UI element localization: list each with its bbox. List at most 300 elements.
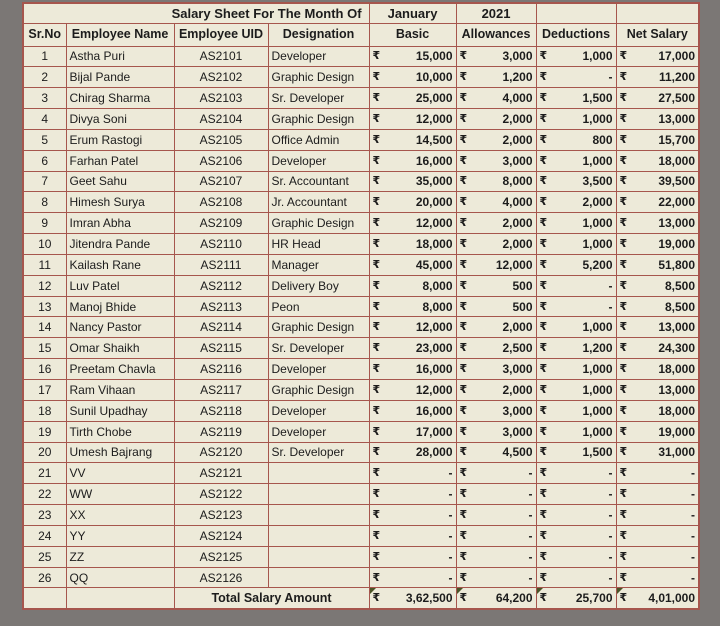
cell-designation[interactable]: Office Admin <box>268 129 369 150</box>
rupee-symbol: ₹ <box>619 362 628 376</box>
cell-allowances[interactable]: ₹ 4,000 <box>456 88 536 109</box>
cell-sr[interactable]: 14 <box>23 317 66 338</box>
rupee-symbol: ₹ <box>539 445 548 459</box>
table-row <box>23 254 699 275</box>
cell-sr[interactable]: 21 <box>23 463 66 484</box>
rupee-symbol: ₹ <box>372 216 381 230</box>
cell-uid[interactable]: AS2101 <box>174 46 268 67</box>
cell-uid[interactable]: AS2103 <box>174 88 268 109</box>
cell-uid[interactable]: AS2111 <box>174 254 268 275</box>
cell-net-salary[interactable]: ₹ 8,500 <box>616 275 699 296</box>
rupee-symbol: ₹ <box>372 362 381 376</box>
cell-allowances[interactable]: ₹ - <box>456 484 536 505</box>
cell-designation[interactable]: Graphic Design <box>268 67 369 88</box>
cell-allowances[interactable]: ₹ 8,000 <box>456 171 536 192</box>
cell-deductions[interactable]: ₹ - <box>536 484 616 505</box>
cell-uid[interactable]: AS2117 <box>174 380 268 401</box>
cell-net-salary[interactable]: ₹ 24,300 <box>616 338 699 359</box>
cell-sr[interactable]: 24 <box>23 525 66 546</box>
cell-designation[interactable]: Graphic Design <box>268 380 369 401</box>
cell-net-salary[interactable]: ₹ 13,000 <box>616 317 699 338</box>
total-row <box>23 588 699 609</box>
rupee-symbol: ₹ <box>619 299 628 313</box>
cell-name[interactable]: Manoj Bhide <box>66 296 174 317</box>
column-header-allowances[interactable]: Allowances <box>456 23 536 46</box>
cell-deductions[interactable]: ₹ - <box>536 525 616 546</box>
rupee-symbol: ₹ <box>539 466 548 480</box>
cell-sr[interactable]: 16 <box>23 359 66 380</box>
cell-deductions[interactable]: ₹ 1,000 <box>536 213 616 234</box>
cell-uid[interactable]: AS2119 <box>174 421 268 442</box>
cell-allowances[interactable]: ₹ 2,000 <box>456 317 536 338</box>
total-basic[interactable]: ₹ 3,62,500 <box>369 588 456 609</box>
cell-net-salary[interactable]: ₹ 13,000 <box>616 109 699 130</box>
cell-allowances[interactable]: ₹ 12,000 <box>456 254 536 275</box>
rupee-symbol: ₹ <box>459 570 468 584</box>
cell-name[interactable]: QQ <box>66 567 174 588</box>
cell-net-salary[interactable]: ₹ 19,000 <box>616 234 699 255</box>
table-row <box>23 546 699 567</box>
cell-deductions[interactable]: ₹ 1,000 <box>536 109 616 130</box>
cell-basic[interactable]: ₹ 12,000 <box>369 109 456 130</box>
cell-allowances[interactable]: ₹ - <box>456 546 536 567</box>
rupee-symbol: ₹ <box>619 216 628 230</box>
cell-sr[interactable]: 25 <box>23 546 66 567</box>
cell-basic[interactable]: ₹ - <box>369 567 456 588</box>
cell-allowances[interactable]: ₹ 2,500 <box>456 338 536 359</box>
cell-deductions[interactable]: ₹ - <box>536 567 616 588</box>
cell-uid[interactable]: AS2109 <box>174 213 268 234</box>
month-cell[interactable]: January <box>369 3 456 23</box>
cell-uid[interactable]: AS2108 <box>174 192 268 213</box>
cell-deductions[interactable]: ₹ 800 <box>536 129 616 150</box>
rupee-symbol: ₹ <box>372 49 381 63</box>
cell-basic[interactable]: ₹ 20,000 <box>369 192 456 213</box>
rupee-symbol: ₹ <box>372 174 381 188</box>
rupee-symbol: ₹ <box>459 466 468 480</box>
cell-name[interactable]: Jitendra Pande <box>66 234 174 255</box>
cell-uid[interactable]: AS2123 <box>174 505 268 526</box>
rupee-symbol: ₹ <box>372 132 381 146</box>
cell-basic[interactable]: ₹ 17,000 <box>369 421 456 442</box>
cell-basic[interactable]: ₹ - <box>369 463 456 484</box>
cell-basic[interactable]: ₹ 15,000 <box>369 46 456 67</box>
cell-uid[interactable]: AS2102 <box>174 67 268 88</box>
cell-allowances[interactable]: ₹ - <box>456 525 536 546</box>
cell-allowances[interactable]: ₹ 4,500 <box>456 442 536 463</box>
rupee-symbol: ₹ <box>539 570 548 584</box>
cell-name[interactable]: Tirth Chobe <box>66 421 174 442</box>
cell-name[interactable]: XX <box>66 505 174 526</box>
empty-title-cell[interactable] <box>616 3 699 23</box>
cell-net-salary[interactable]: ₹ 18,000 <box>616 400 699 421</box>
cell-name[interactable]: Ram Vihaan <box>66 380 174 401</box>
cell-basic[interactable]: ₹ - <box>369 546 456 567</box>
cell-name[interactable]: Geet Sahu <box>66 171 174 192</box>
cell-allowances[interactable]: ₹ - <box>456 567 536 588</box>
year-cell[interactable]: 2021 <box>456 3 536 23</box>
cell-uid[interactable]: AS2114 <box>174 317 268 338</box>
table-row <box>23 213 699 234</box>
cell-basic[interactable]: ₹ - <box>369 525 456 546</box>
cell-designation[interactable] <box>268 484 369 505</box>
cell-net-salary[interactable]: ₹ 8,500 <box>616 296 699 317</box>
cell-sr[interactable]: 23 <box>23 505 66 526</box>
table-row <box>23 46 699 67</box>
cell-name[interactable]: VV <box>66 463 174 484</box>
cell-net-salary[interactable]: ₹ - <box>616 546 699 567</box>
cell-sr[interactable]: 11 <box>23 254 66 275</box>
column-header-name[interactable]: Employee Name <box>66 23 174 46</box>
cell-deductions[interactable]: ₹ 1,500 <box>536 442 616 463</box>
total-label[interactable]: Total Salary Amount <box>174 588 369 609</box>
cell-name[interactable]: Umesh Bajrang <box>66 442 174 463</box>
cell-uid[interactable]: AS2113 <box>174 296 268 317</box>
cell-designation[interactable]: Delivery Boy <box>268 275 369 296</box>
table-row <box>23 192 699 213</box>
sheet-title[interactable]: Salary Sheet For The Month Of <box>23 3 369 23</box>
rupee-symbol: ₹ <box>539 362 548 376</box>
cell-name[interactable]: Bijal Pande <box>66 67 174 88</box>
cell-sr[interactable]: 7 <box>23 171 66 192</box>
cell-designation[interactable]: Developer <box>268 46 369 67</box>
cell-basic[interactable]: ₹ - <box>369 484 456 505</box>
cell-basic[interactable]: ₹ 23,000 <box>369 338 456 359</box>
table-row <box>23 296 699 317</box>
table-row <box>23 129 699 150</box>
cell-designation[interactable]: Peon <box>268 296 369 317</box>
cell-uid[interactable]: AS2120 <box>174 442 268 463</box>
cell-basic[interactable]: ₹ 25,000 <box>369 88 456 109</box>
cell-basic[interactable]: ₹ - <box>369 505 456 526</box>
cell-allowances[interactable]: ₹ 500 <box>456 296 536 317</box>
cell-basic[interactable]: ₹ 16,000 <box>369 150 456 171</box>
cell-basic[interactable]: ₹ 28,000 <box>369 442 456 463</box>
cell-basic[interactable]: ₹ 45,000 <box>369 254 456 275</box>
cell-sr[interactable]: 20 <box>23 442 66 463</box>
cell-allowances[interactable]: ₹ 4,000 <box>456 192 536 213</box>
cell-deductions[interactable]: ₹ 1,000 <box>536 234 616 255</box>
column-header-srno[interactable]: Sr.No <box>23 23 66 46</box>
cell-designation[interactable] <box>268 525 369 546</box>
cell-designation[interactable] <box>268 505 369 526</box>
cell-deductions[interactable]: ₹ 3,500 <box>536 171 616 192</box>
cell-net-salary[interactable]: ₹ 27,500 <box>616 88 699 109</box>
rupee-symbol: ₹ <box>459 216 468 230</box>
total-deductions[interactable]: ₹ 25,700 <box>536 588 616 609</box>
cell-name[interactable]: Himesh Surya <box>66 192 174 213</box>
cell-allowances[interactable]: ₹ - <box>456 463 536 484</box>
cell-sr[interactable]: 12 <box>23 275 66 296</box>
rupee-symbol: ₹ <box>619 278 628 292</box>
cell-sr[interactable]: 4 <box>23 109 66 130</box>
cell-deductions[interactable]: ₹ 1,000 <box>536 380 616 401</box>
cell-designation[interactable]: Developer <box>268 421 369 442</box>
cell-basic[interactable]: ₹ 12,000 <box>369 380 456 401</box>
table-row <box>23 67 699 88</box>
rupee-symbol: ₹ <box>459 591 468 605</box>
cell-name[interactable]: Luv Patel <box>66 275 174 296</box>
cell-basic[interactable]: ₹ 18,000 <box>369 234 456 255</box>
table-row <box>23 171 699 192</box>
cell-allowances[interactable]: ₹ - <box>456 505 536 526</box>
rupee-symbol: ₹ <box>539 174 548 188</box>
cell-basic[interactable]: ₹ 12,000 <box>369 213 456 234</box>
cell-sr[interactable]: 15 <box>23 338 66 359</box>
cell-name[interactable]: Erum Rastogi <box>66 129 174 150</box>
cell-net-salary[interactable]: ₹ 39,500 <box>616 171 699 192</box>
table-row <box>23 359 699 380</box>
cell-basic[interactable]: ₹ 10,000 <box>369 67 456 88</box>
cell-deductions[interactable]: ₹ 5,200 <box>536 254 616 275</box>
rupee-symbol: ₹ <box>372 591 381 605</box>
rupee-symbol: ₹ <box>372 528 381 542</box>
cell-deductions[interactable]: ₹ 1,000 <box>536 46 616 67</box>
cell-designation[interactable] <box>268 546 369 567</box>
empty-total-cell[interactable] <box>66 588 174 609</box>
cell-uid[interactable]: AS2122 <box>174 484 268 505</box>
cell-sr[interactable]: 10 <box>23 234 66 255</box>
cell-deductions[interactable]: ₹ - <box>536 67 616 88</box>
rupee-symbol: ₹ <box>539 528 548 542</box>
cell-name[interactable]: Omar Shaikh <box>66 338 174 359</box>
table-row <box>23 338 699 359</box>
rupee-symbol: ₹ <box>539 132 548 146</box>
cell-allowances[interactable]: ₹ 2,000 <box>456 234 536 255</box>
cell-designation[interactable]: Sr. Developer <box>268 442 369 463</box>
cell-designation[interactable]: Developer <box>268 400 369 421</box>
cell-net-salary[interactable]: ₹ - <box>616 567 699 588</box>
cell-net-salary[interactable]: ₹ - <box>616 463 699 484</box>
cell-deductions[interactable]: ₹ 2,000 <box>536 192 616 213</box>
cell-designation[interactable]: Developer <box>268 359 369 380</box>
rupee-symbol: ₹ <box>372 195 381 209</box>
cell-deductions[interactable]: ₹ - <box>536 275 616 296</box>
cell-basic[interactable]: ₹ 35,000 <box>369 171 456 192</box>
cell-basic[interactable]: ₹ 16,000 <box>369 359 456 380</box>
column-header-basic[interactable]: Basic <box>369 23 456 46</box>
rupee-symbol: ₹ <box>619 195 628 209</box>
cell-deductions[interactable]: ₹ 1,000 <box>536 400 616 421</box>
cell-net-salary[interactable]: ₹ 17,000 <box>616 46 699 67</box>
rupee-symbol: ₹ <box>459 49 468 63</box>
cell-name[interactable]: YY <box>66 525 174 546</box>
rupee-symbol: ₹ <box>539 487 548 501</box>
cell-deductions[interactable]: ₹ 1,500 <box>536 88 616 109</box>
cell-sr[interactable]: 19 <box>23 421 66 442</box>
column-header-net-salary[interactable]: Net Salary <box>616 23 699 46</box>
cell-sr[interactable]: 13 <box>23 296 66 317</box>
total-allowances[interactable]: ₹ 64,200 <box>456 588 536 609</box>
rupee-symbol: ₹ <box>459 132 468 146</box>
cell-deductions[interactable]: ₹ 1,000 <box>536 150 616 171</box>
column-header-designation[interactable]: Designation <box>268 23 369 46</box>
rupee-symbol: ₹ <box>539 49 548 63</box>
cell-sr[interactable]: 2 <box>23 67 66 88</box>
empty-total-cell[interactable] <box>23 588 66 609</box>
cell-net-salary[interactable]: ₹ - <box>616 505 699 526</box>
rupee-symbol: ₹ <box>539 216 548 230</box>
cell-uid[interactable]: AS2107 <box>174 171 268 192</box>
rupee-symbol: ₹ <box>539 382 548 396</box>
cell-sr[interactable]: 8 <box>23 192 66 213</box>
cell-allowances[interactable]: ₹ 500 <box>456 275 536 296</box>
cell-designation[interactable]: Manager <box>268 254 369 275</box>
rupee-symbol: ₹ <box>619 591 628 605</box>
rupee-symbol: ₹ <box>372 445 381 459</box>
cell-net-salary[interactable]: ₹ 13,000 <box>616 213 699 234</box>
rupee-symbol: ₹ <box>372 111 381 125</box>
cell-sr[interactable]: 6 <box>23 150 66 171</box>
cell-allowances[interactable]: ₹ 3,000 <box>456 400 536 421</box>
empty-title-cell[interactable] <box>536 3 616 23</box>
cell-net-salary[interactable]: ₹ 18,000 <box>616 150 699 171</box>
cell-net-salary[interactable]: ₹ 51,800 <box>616 254 699 275</box>
cell-designation[interactable]: Graphic Design <box>268 317 369 338</box>
cell-deductions[interactable]: ₹ 1,200 <box>536 338 616 359</box>
rupee-symbol: ₹ <box>539 320 548 334</box>
cell-allowances[interactable]: ₹ 3,000 <box>456 359 536 380</box>
cell-designation[interactable]: Sr. Developer <box>268 338 369 359</box>
cell-deductions[interactable]: ₹ 1,000 <box>536 317 616 338</box>
table-row <box>23 567 699 588</box>
cell-name[interactable]: Preetam Chavla <box>66 359 174 380</box>
rupee-symbol: ₹ <box>459 174 468 188</box>
cell-net-salary[interactable]: ₹ - <box>616 484 699 505</box>
rupee-symbol: ₹ <box>539 111 548 125</box>
cell-name[interactable]: ZZ <box>66 546 174 567</box>
rupee-symbol: ₹ <box>619 341 628 355</box>
cell-name[interactable]: Kailash Rane <box>66 254 174 275</box>
cell-net-salary[interactable]: ₹ - <box>616 525 699 546</box>
cell-allowances[interactable]: ₹ 3,000 <box>456 46 536 67</box>
salary-sheet <box>22 2 700 610</box>
cell-net-salary[interactable]: ₹ 13,000 <box>616 380 699 401</box>
cell-designation[interactable]: HR Head <box>268 234 369 255</box>
rupee-symbol: ₹ <box>459 403 468 417</box>
cell-allowances[interactable]: ₹ 2,000 <box>456 213 536 234</box>
cell-uid[interactable]: AS2124 <box>174 525 268 546</box>
cell-sr[interactable]: 17 <box>23 380 66 401</box>
cell-uid[interactable]: AS2126 <box>174 567 268 588</box>
cell-deductions[interactable]: ₹ - <box>536 296 616 317</box>
cell-deductions[interactable]: ₹ - <box>536 505 616 526</box>
cell-name[interactable]: WW <box>66 484 174 505</box>
cell-designation[interactable] <box>268 463 369 484</box>
cell-basic[interactable]: ₹ 12,000 <box>369 317 456 338</box>
rupee-symbol: ₹ <box>619 237 628 251</box>
cell-uid[interactable]: AS2106 <box>174 150 268 171</box>
cell-uid[interactable]: AS2110 <box>174 234 268 255</box>
cell-allowances[interactable]: ₹ 2,000 <box>456 129 536 150</box>
cell-uid[interactable]: AS2116 <box>174 359 268 380</box>
cell-deductions[interactable]: ₹ - <box>536 546 616 567</box>
cell-name[interactable]: Chirag Sharma <box>66 88 174 109</box>
rupee-symbol: ₹ <box>459 382 468 396</box>
cell-uid[interactable]: AS2104 <box>174 109 268 130</box>
cell-uid[interactable]: AS2115 <box>174 338 268 359</box>
cell-allowances[interactable]: ₹ 3,000 <box>456 150 536 171</box>
cell-allowances[interactable]: ₹ 2,000 <box>456 380 536 401</box>
cell-name[interactable]: Divya Soni <box>66 109 174 130</box>
rupee-symbol: ₹ <box>372 91 381 105</box>
cell-uid[interactable]: AS2125 <box>174 546 268 567</box>
rupee-symbol: ₹ <box>539 403 548 417</box>
column-header-deductions[interactable]: Deductions <box>536 23 616 46</box>
table-row <box>23 88 699 109</box>
cell-name[interactable]: Nancy Pastor <box>66 317 174 338</box>
cell-sr[interactable]: 22 <box>23 484 66 505</box>
cell-sr[interactable]: 9 <box>23 213 66 234</box>
rupee-symbol: ₹ <box>459 257 468 271</box>
cell-uid[interactable]: AS2112 <box>174 275 268 296</box>
cell-name[interactable]: Farhan Patel <box>66 150 174 171</box>
cell-net-salary[interactable]: ₹ 19,000 <box>616 421 699 442</box>
column-header-uid[interactable]: Employee UID <box>174 23 268 46</box>
cell-deductions[interactable]: ₹ 1,000 <box>536 359 616 380</box>
rupee-symbol: ₹ <box>459 424 468 438</box>
cell-net-salary[interactable]: ₹ 18,000 <box>616 359 699 380</box>
cell-sr[interactable]: 18 <box>23 400 66 421</box>
cell-net-salary[interactable]: ₹ 22,000 <box>616 192 699 213</box>
rupee-symbol: ₹ <box>459 549 468 563</box>
rupee-symbol: ₹ <box>619 153 628 167</box>
cell-designation[interactable]: Jr. Accountant <box>268 192 369 213</box>
cell-uid[interactable]: AS2118 <box>174 400 268 421</box>
employee-rows <box>23 46 699 588</box>
cell-allowances[interactable]: ₹ 1,200 <box>456 67 536 88</box>
cell-basic[interactable]: ₹ 8,000 <box>369 296 456 317</box>
cell-allowances[interactable]: ₹ 2,000 <box>456 109 536 130</box>
cell-uid[interactable]: AS2105 <box>174 129 268 150</box>
rupee-symbol: ₹ <box>619 487 628 501</box>
cell-deductions[interactable]: ₹ - <box>536 463 616 484</box>
rupee-symbol: ₹ <box>619 424 628 438</box>
cell-net-salary[interactable]: ₹ 15,700 <box>616 129 699 150</box>
cell-basic[interactable]: ₹ 14,500 <box>369 129 456 150</box>
cell-basic[interactable]: ₹ 16,000 <box>369 400 456 421</box>
rupee-symbol: ₹ <box>459 111 468 125</box>
cell-designation[interactable]: Sr. Accountant <box>268 171 369 192</box>
rupee-symbol: ₹ <box>539 91 548 105</box>
cell-designation[interactable] <box>268 567 369 588</box>
cell-designation[interactable]: Graphic Design <box>268 109 369 130</box>
rupee-symbol: ₹ <box>539 153 548 167</box>
cell-allowances[interactable]: ₹ 3,000 <box>456 421 536 442</box>
cell-designation[interactable]: Graphic Design <box>268 213 369 234</box>
cell-net-salary[interactable]: ₹ 31,000 <box>616 442 699 463</box>
cell-deductions[interactable]: ₹ 1,000 <box>536 421 616 442</box>
cell-name[interactable]: Imran Abha <box>66 213 174 234</box>
total-net-salary[interactable]: ₹ 4,01,000 <box>616 588 699 609</box>
cell-name[interactable]: Astha Puri <box>66 46 174 67</box>
cell-sr[interactable]: 26 <box>23 567 66 588</box>
cell-sr[interactable]: 3 <box>23 88 66 109</box>
cell-designation[interactable]: Sr. Developer <box>268 88 369 109</box>
cell-sr[interactable]: 1 <box>23 46 66 67</box>
rupee-symbol: ₹ <box>539 70 548 84</box>
cell-net-salary[interactable]: ₹ 11,200 <box>616 67 699 88</box>
cell-uid[interactable]: AS2121 <box>174 463 268 484</box>
rupee-symbol: ₹ <box>372 341 381 355</box>
cell-designation[interactable]: Developer <box>268 150 369 171</box>
table-row <box>23 505 699 526</box>
rupee-symbol: ₹ <box>619 403 628 417</box>
rupee-symbol: ₹ <box>372 507 381 521</box>
cell-basic[interactable]: ₹ 8,000 <box>369 275 456 296</box>
cell-name[interactable]: Sunil Upadhay <box>66 400 174 421</box>
cell-sr[interactable]: 5 <box>23 129 66 150</box>
